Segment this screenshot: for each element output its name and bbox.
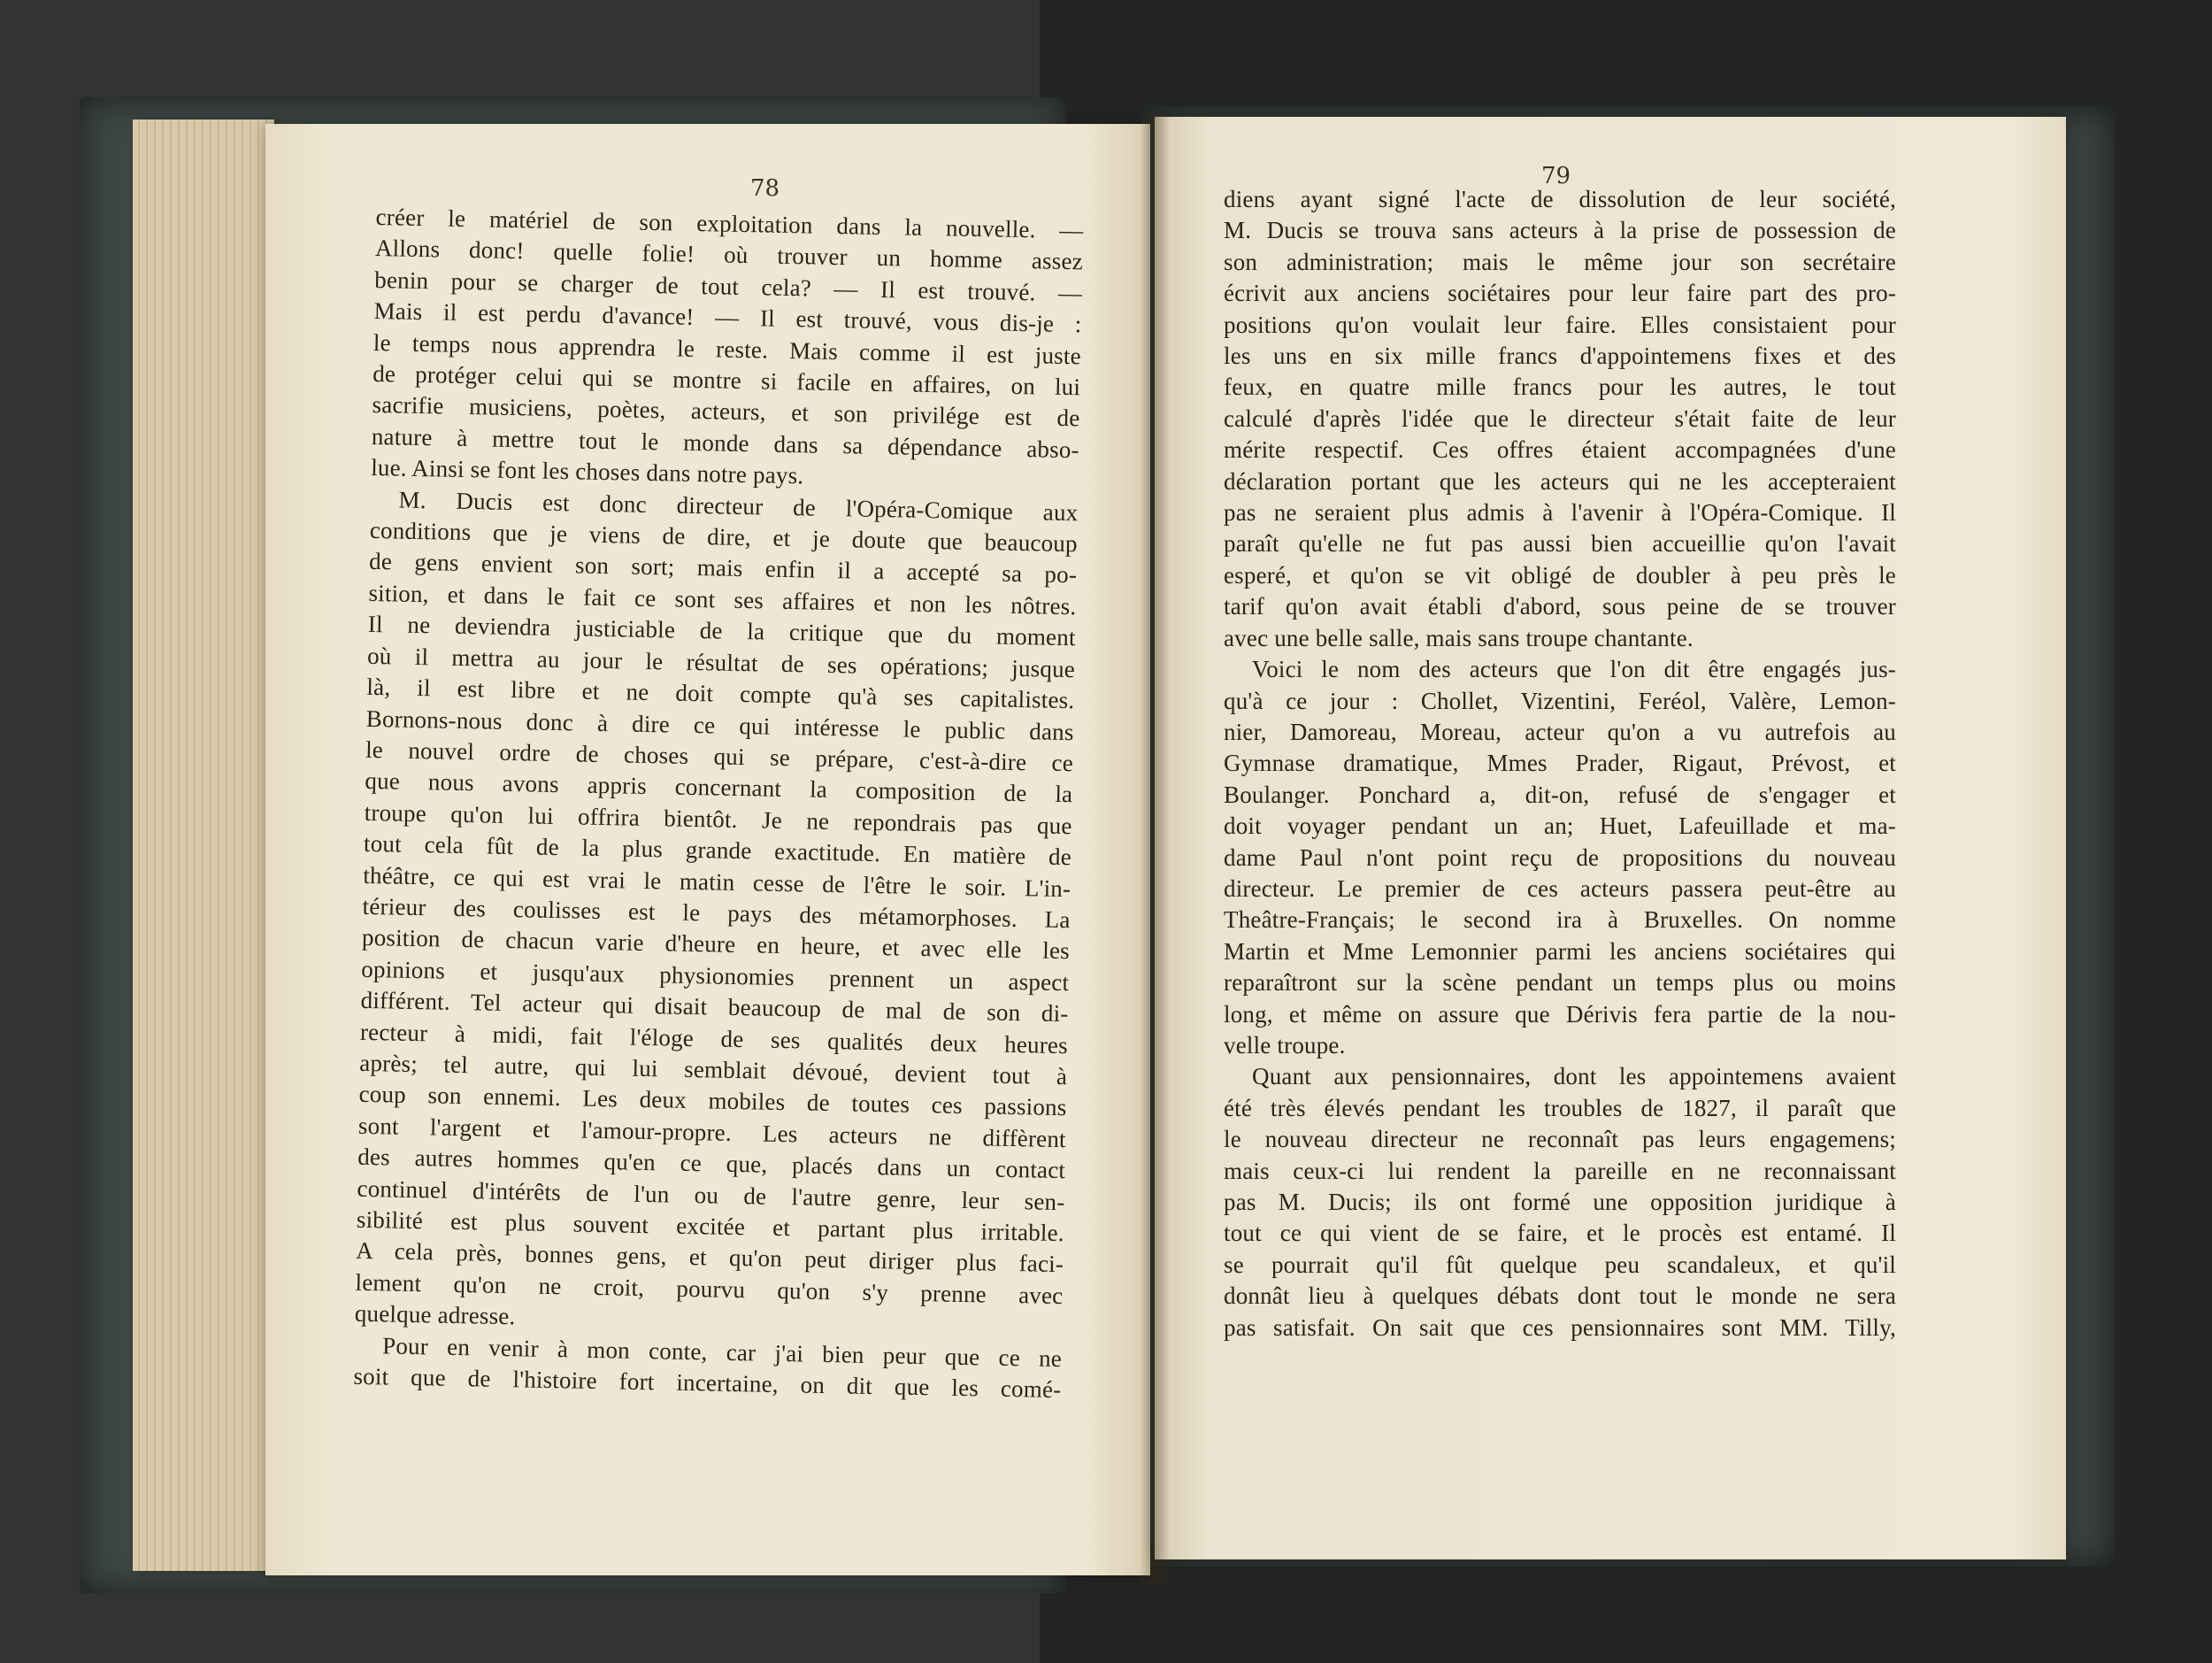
text-line: avec une belle salle, mais sans troupe chantante. (1224, 624, 1694, 651)
right-page-number: 79 (1541, 163, 1571, 189)
text-line: pas satisfait. On sait que ces pensionnaires sont MM. Tilly, (1224, 1313, 1896, 1341)
text-line: continuel d'intérêts de l'un ou de l'autre genre, leur sen- (357, 1174, 1065, 1215)
text-line: là, il est libre et ne doit compte qu'à ses capitalistes. (366, 673, 1075, 714)
text-line: positions qu'on voulait leur faire. Elles consistaient pour (1224, 311, 1896, 338)
text-line: pas M. Ducis; ils ont formé une opposition juridique à (1224, 1189, 1896, 1215)
text-line: Allons donc! quelle folie! où trouver un homme assez (374, 235, 1084, 275)
text-line: Bornons-nous donc à dire ce qui intéresse le public dans (365, 704, 1074, 745)
text-line: sibilité est plus souvent excitée et partant plus irritable. (356, 1205, 1065, 1247)
text-line: nature à mettre tout le monde dans sa dépendance abso- (371, 422, 1080, 464)
text-line: mais ceux-ci lui rendent la pareille en ne reconnaissant (1224, 1157, 1896, 1184)
text-line: conditions que je viens de dire, et je doute que beaucoup (369, 516, 1079, 558)
text-line: reparaîtront sur la scène pendant un temps plus ou moins (1224, 969, 1896, 997)
text-line: déclaration portant que les acteurs qui ne les accepteraient (1224, 467, 1896, 495)
text-line: différent. Tel acteur qui disait beaucoup de mal de son di- (360, 986, 1069, 1028)
text-line: doit voyager pendant un an; Huet, Lafeuillade et ma- (1224, 812, 1896, 840)
right-page-text (1224, 184, 1896, 1343)
text-line: le nouveau directeur ne reconnaît pas leurs engagemens; (1224, 1126, 1896, 1153)
text-line: esperé, et qu'on se vit obligé de doubler à peu près le (1224, 561, 1896, 589)
text-line: M. Ducis est donc directeur de l'Opéra-Comique aux (398, 486, 1079, 526)
text-line: troupe qu'on lui offrira bientôt. Je ne repondrais pas que (364, 798, 1072, 839)
text-line: qu'à ce jour : Chollet, Vizentini, Feréol, Valère, Lemon- (1224, 687, 1896, 714)
text-line: Pour en venir à mon conte, car j'ai bien peur que ce ne (381, 1332, 1063, 1372)
text-line: les uns en six mille francs d'appointemens fixes et des (1224, 343, 1896, 370)
text-line: écrivit aux anciens sociétaires pour leur faire part des pro- (1224, 280, 1896, 307)
text-line: lue. Ainsi se font les choses dans notre pays. (370, 454, 804, 489)
text-line: de protéger celui qui se montre si facile en affaires, on lui (372, 359, 1081, 401)
text-line: diens ayant signé l'acte de dissolution de leur société, (1224, 186, 1896, 212)
text-line: de gens envient son sort; mais enfin il a accepté sa po- (368, 548, 1078, 589)
text-line: directeur. Le premier de ces acteurs passera peut-être au (1224, 874, 1896, 902)
text-line: des autres hommes qu'en ce que, placés dans un contact (357, 1143, 1066, 1184)
text-line: calculé d'après l'idée que le directeur s'était faite de leur (1224, 404, 1896, 432)
text-line: après; tel autre, qui lui semblait dévoué, devient tout à (359, 1049, 1068, 1090)
text-line: nier, Damoreau, Moreau, acteur qu'on a vu autrefois au (1224, 718, 1896, 745)
text-line: Theâtre-Français; le second ira à Bruxelles. On nomme (1224, 906, 1896, 934)
text-line: recteur à midi, fait l'éloge de ses qualités deux heures (359, 1018, 1069, 1059)
text-line: paraît qu'elle ne fut pas aussi bien accueillie qu'on l'avait (1224, 530, 1896, 558)
text-line: térieur des coulisses est le pays des métamorphoses. La (362, 892, 1071, 934)
text-line: M. Ducis se trouva sans acteurs à la prise de possession de (1224, 217, 1896, 244)
text-line: le nouvel ordre de choses qui se prépare, c'est-à-dire ce (365, 735, 1074, 777)
text-line: où il mettra au jour le résultat de ses opérations; jusque (366, 642, 1076, 682)
text-line: tout ce qui vient de se faire, et le procès est entamé. Il (1224, 1220, 1896, 1247)
text-line: A cela près, bonnes gens, et qu'on peut diriger plus faci- (355, 1237, 1064, 1278)
text-line: Gymnase dramatique, Mmes Prader, Rigaut, Prévost, et (1224, 750, 1896, 777)
text-line: Voici le nom des acteurs que l'on dit être engagés jus- (1252, 656, 1896, 683)
text-line: Mais il est perdu d'avance! — Il est trouvé, vous dis-je : (373, 297, 1082, 338)
text-line: long, et même on assure que Dérivis fera partie de la nou- (1224, 1000, 1896, 1028)
text-line: sacrifie musiciens, poètes, acteurs, et son privilége est de (372, 391, 1080, 432)
left-page-text (353, 202, 1084, 1406)
text-line: sition, et dans le fait ce sont ses affaires et non les nôtres. (368, 579, 1077, 620)
text-line: se pourrait qu'il fût quelque peu scandaleux, et qu'il (1224, 1251, 1896, 1278)
text-line: quelque adresse. (354, 1299, 516, 1330)
book-gutter (1140, 115, 1170, 1584)
text-line: benin pour se charger de tout cela? — Il est trouvé. — (374, 266, 1083, 307)
text-line: tarif qu'on avait établi d'abord, sous peine de se trouver (1224, 593, 1896, 620)
text-line: théâtre, ce qui est vrai le matin cesse de l'être le soir. L'in- (363, 861, 1071, 902)
text-line: velle troupe. (1224, 1031, 1346, 1059)
text-line: coup son ennemi. Les deux mobiles de toutes ces passions (358, 1081, 1067, 1121)
text-line: pas ne seraient plus admis à l'avenir à l'Opéra-Comique. Il (1224, 499, 1896, 527)
text-line: mérite respectif. Ces offres étaient accompagnées d'une (1224, 436, 1896, 464)
text-line: le temps nous apprendra le reste. Mais comme il est juste (373, 328, 1082, 369)
text-line: créer le matériel de son exploitation dans la nouvelle. — (375, 203, 1084, 244)
left-page-number: 78 (750, 175, 780, 202)
text-line: position de chacun varie d'heure en heure, et avec elle les (361, 924, 1071, 965)
text-line: Quant aux pensionnaires, dont les appointemens avaient (1252, 1063, 1896, 1090)
text-line: soit que de l'histoire fort incertaine, on dit que les comé- (353, 1362, 1062, 1404)
text-line: sont l'argent et l'amour-propre. Les acteurs ne diffèrent (357, 1112, 1067, 1152)
text-line: lement qu'on ne croit, pourvu qu'on s'y prenne avec (355, 1268, 1064, 1309)
text-line: dame Paul n'ont point reçu de propositions du nouveau (1224, 843, 1896, 871)
text-line: Il ne deviendra justiciable de la critique que du moment (367, 611, 1076, 651)
text-line: que nous avons appris concernant la composition de la (365, 767, 1073, 808)
text-line: Martin et Mme Lemonnier parmi les anciens sociétaires qui (1224, 937, 1896, 965)
text-line: son administration; mais le même jour son secrétaire (1224, 248, 1896, 275)
text-line: feux, en quatre mille francs pour les autres, le tout (1224, 373, 1896, 401)
page-edges (133, 119, 274, 1571)
text-line: tout cela fût de la plus grande exactitude. En matière de (363, 829, 1072, 871)
text-line: donnât lieu à quelques débats dont tout le monde ne sera (1224, 1282, 1896, 1310)
text-line: Boulanger. Ponchard a, dit-on, refusé de s'engager et (1224, 781, 1896, 808)
text-line: été très élevés pendant les troubles de 1827, il paraît que (1224, 1094, 1896, 1121)
text-line: opinions et jusqu'aux physionomies prennent un aspect (361, 955, 1070, 996)
